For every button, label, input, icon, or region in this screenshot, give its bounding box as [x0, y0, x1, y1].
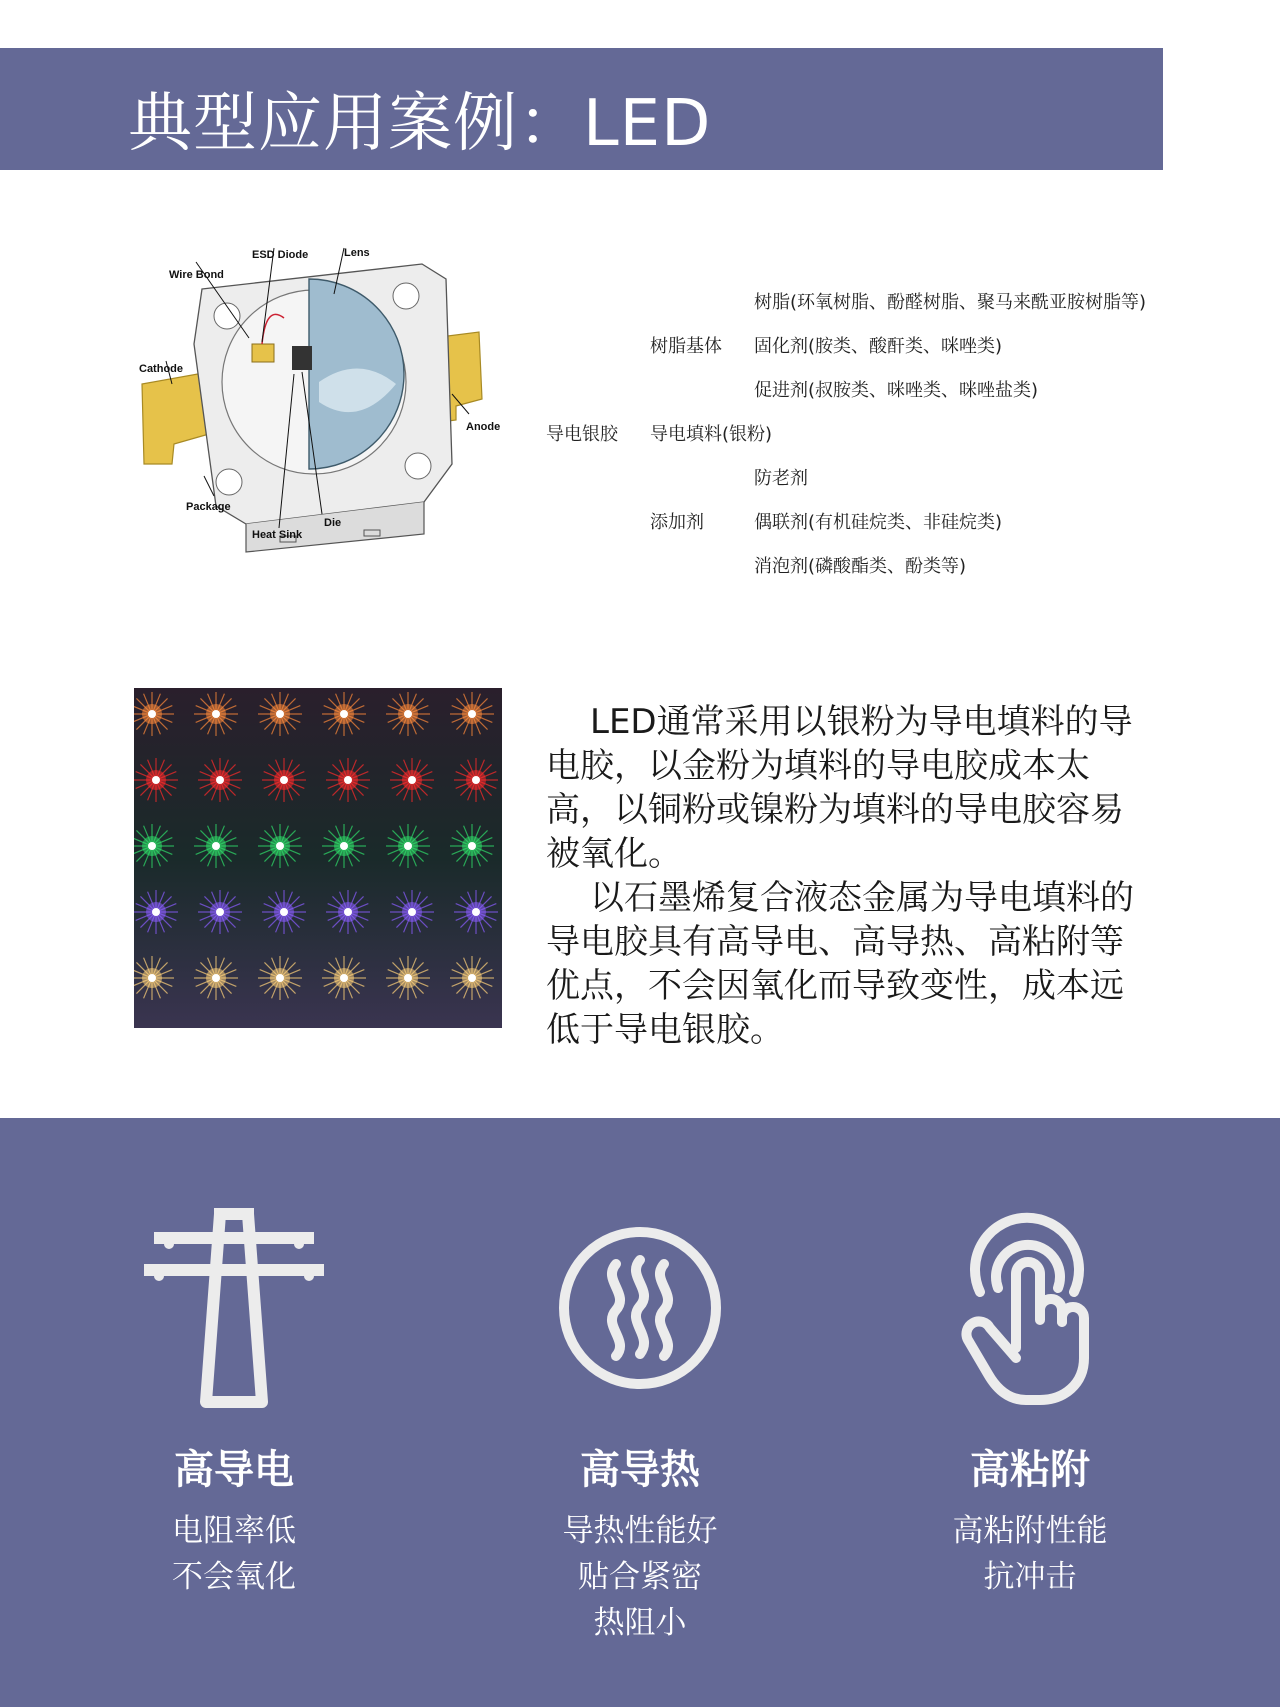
- led-package-illustration: [134, 234, 504, 559]
- led-glow: [134, 890, 178, 934]
- composition-root: 导电银胶: [546, 424, 618, 445]
- label-heat-sink: Heat Sink: [252, 529, 303, 541]
- label-package: Package: [186, 501, 231, 513]
- led-glow: [386, 824, 430, 868]
- heat-waves-icon: [550, 1208, 730, 1408]
- led-glow: [198, 890, 242, 934]
- matrix-item-curing-agent: 固化剂(胺类、酸酐类、咪唑类): [754, 336, 1003, 357]
- label-cathode: Cathode: [139, 363, 183, 375]
- feature-line: 热阻小: [593, 1605, 687, 1641]
- mount-hole: [405, 453, 431, 479]
- led-glow: [258, 824, 302, 868]
- mount-hole: [393, 283, 419, 309]
- page-title: 典型应用案例：LED: [128, 87, 712, 161]
- led-glow: [194, 956, 238, 1000]
- cathode-lead: [142, 372, 209, 464]
- led-glow: [326, 890, 370, 934]
- matrix-label: 树脂基体: [650, 336, 722, 357]
- matrix-item-accelerator: 促进剂(叔胺类、咪唑类、咪唑盐类): [754, 380, 1039, 401]
- led-package-diagram: [134, 234, 504, 559]
- led-glow: [450, 956, 494, 1000]
- led-glow: [198, 758, 242, 802]
- description-paragraph: LED通常采用以银粉为导电填料的导电胶，以金粉为填料的导电胶成本太高，以铜粉或镍粉为填料的导电胶容易被氧化。: [546, 702, 1133, 874]
- led-glow: [134, 758, 178, 802]
- label-wire-bond: Wire Bond: [169, 269, 224, 281]
- led-glow: [450, 824, 494, 868]
- feature-lines: [490, 1508, 790, 1646]
- feature-line: 不会氧化: [172, 1559, 296, 1595]
- feature-line: 抗冲击: [983, 1559, 1077, 1595]
- feature-title: 高导电: [174, 1447, 294, 1493]
- esd-diode-pad: [252, 344, 274, 362]
- feature-title: 高导热: [580, 1447, 700, 1493]
- mount-hole: [216, 469, 242, 495]
- led-glow: [194, 824, 238, 868]
- feature-title: 高粘附: [970, 1447, 1090, 1493]
- led-glow: [262, 758, 306, 802]
- led-glow: [454, 890, 498, 934]
- led-glow: [386, 692, 430, 736]
- label-esd-diode: ESD Diode: [252, 249, 309, 261]
- led-glow: [450, 692, 494, 736]
- description: [546, 700, 1156, 1052]
- feature-lines: [880, 1508, 1180, 1600]
- additive-item-defoamer: 消泡剂(磷酸酯类、酚类等): [754, 556, 967, 577]
- led-glow: [262, 890, 306, 934]
- led-glow: [258, 956, 302, 1000]
- label-anode: Anode: [466, 421, 501, 433]
- led-glow: [386, 956, 430, 1000]
- led-glow: [194, 692, 238, 736]
- led-glow: [390, 890, 434, 934]
- touch-finger-icon: [940, 1208, 1120, 1408]
- additive-label: 添加剂: [650, 512, 704, 533]
- additive-item-coupling: 偶联剂(有机硅烷类、非硅烷类): [754, 512, 1003, 533]
- led-array-illustration: [134, 688, 502, 1028]
- feature-line: 电阻率低: [172, 1513, 296, 1549]
- led-glow: [322, 956, 366, 1000]
- title-band: [0, 48, 1163, 170]
- feature-line: 贴合紧密: [578, 1559, 702, 1595]
- description-paragraph: 以石墨烯复合液态金属为导电填料的导电胶具有高导电、高导热、高粘附等优点，不会因氧化而导致变性，成本远低于导电银胶。: [546, 878, 1134, 1050]
- power-pole-icon: [144, 1208, 324, 1408]
- matrix-item-resin: 树脂(环氧树脂、酚醛树脂、聚马来酰亚胺树脂等): [754, 292, 1147, 313]
- led-glow: [322, 824, 366, 868]
- feature-band: [0, 1118, 1280, 1707]
- feature-line: 高粘附性能: [952, 1513, 1108, 1549]
- label-lens: Lens: [344, 247, 370, 259]
- led-glow: [390, 758, 434, 802]
- led-glow: [258, 692, 302, 736]
- feature-lines: [84, 1508, 384, 1600]
- led-glow: [322, 692, 366, 736]
- label-die: Die: [324, 517, 342, 529]
- led-glow: [454, 758, 498, 802]
- feature-line: 导热性能好: [562, 1513, 718, 1549]
- filler-label: 导电填料(银粉): [650, 424, 773, 445]
- die: [292, 346, 312, 370]
- additive-item-antiaging: 防老剂: [754, 468, 808, 489]
- led-glow: [326, 758, 370, 802]
- led-array-photo: [134, 688, 502, 1028]
